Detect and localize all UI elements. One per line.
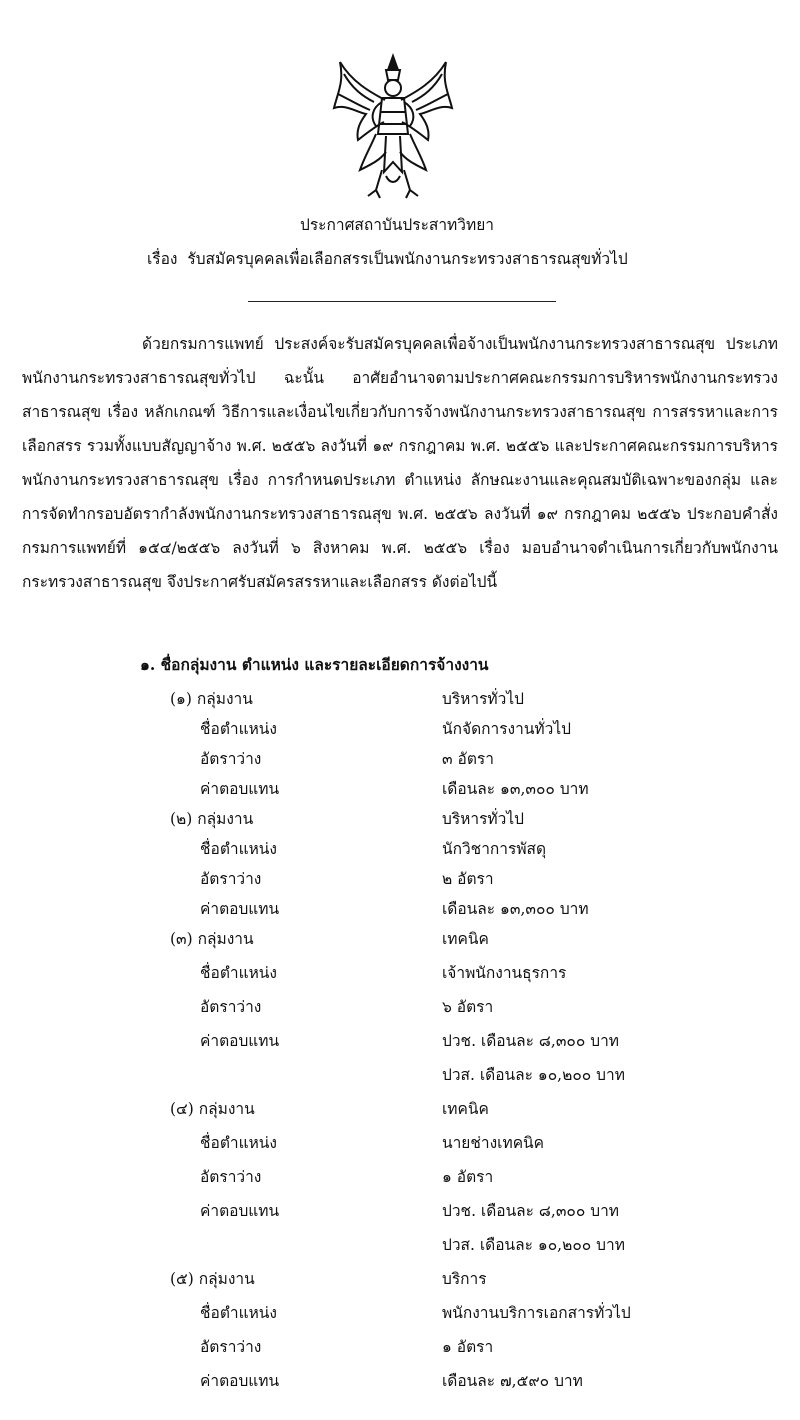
pay-value: เดือนละ ๑๓,๓๐๐ บาท: [442, 780, 589, 798]
position-label: ชื่อตำแหน่ง: [200, 840, 277, 858]
position-label: ชื่อตำแหน่ง: [200, 1304, 277, 1322]
announcement-title: ประกาศสถาบันประสาทวิทยา: [300, 216, 494, 234]
group-value: เทคนิค: [442, 930, 489, 948]
pay-value-2: ปวส. เดือนละ ๑๐,๒๐๐ บาท: [442, 1236, 625, 1254]
position-value: นักวิชาการพัสดุ: [442, 840, 547, 858]
subject-prefix: เรื่อง: [147, 250, 178, 268]
pay-label: ค่าตอบแทน: [200, 900, 280, 918]
group-value: บริการ: [442, 1270, 487, 1288]
vacancy-value: ๒ อัตรา: [442, 870, 494, 888]
pay-value: เดือนละ ๗,๕๙๐ บาท: [442, 1372, 583, 1390]
subject-text: รับสมัครบุคคลเพื่อเลือกสรรเป็นพนักงานกระทรวงสาธารณสุขทั่วไป: [187, 250, 628, 268]
vacancy-value: ๑ อัตรา: [442, 1338, 494, 1356]
vacancy-label: อัตราว่าง: [200, 1338, 262, 1356]
group-label: (๕) กลุ่มงาน: [170, 1270, 255, 1288]
pay-value: เดือนละ ๑๓,๓๐๐ บาท: [442, 900, 589, 918]
garuda-emblem-icon: [330, 52, 456, 202]
vacancy-label: อัตราว่าง: [200, 750, 262, 768]
pay-label: ค่าตอบแทน: [200, 1202, 280, 1220]
group-label: (๓) กลุ่มงาน: [170, 930, 254, 948]
pay-label: ค่าตอบแทน: [200, 780, 280, 798]
group-label: (๑) กลุ่มงาน: [170, 690, 253, 708]
position-label: ชื่อตำแหน่ง: [200, 720, 277, 738]
vacancy-label: อัตราว่าง: [200, 870, 262, 888]
group-label: (๒) กลุ่มงาน: [170, 810, 254, 828]
pay-label: ค่าตอบแทน: [200, 1032, 280, 1050]
position-value: นายช่างเทคนิค: [442, 1134, 545, 1152]
vacancy-value: ๑ อัตรา: [442, 1168, 494, 1186]
intro-paragraph: [22, 327, 778, 599]
vacancy-value: ๓ อัตรา: [442, 750, 494, 768]
position-value: พนักงานบริการเอกสารทั่วไป: [442, 1304, 631, 1322]
position-value: เจ้าพนักงานธุรการ: [442, 964, 567, 982]
position-label: ชื่อตำแหน่ง: [200, 1134, 277, 1152]
pay-value-2: ปวส. เดือนละ ๑๐,๒๐๐ บาท: [442, 1066, 625, 1084]
group-value: เทคนิค: [442, 1100, 489, 1118]
group-value: บริหารทั่วไป: [442, 810, 524, 828]
section-1-heading: ๑. ชื่อกลุ่มงาน ตำแหน่ง และรายละเอียดการจ้างงาน: [140, 655, 489, 674]
subject-line: [147, 246, 628, 271]
vacancy-label: อัตราว่าง: [200, 1168, 262, 1186]
vacancy-value: ๖ อัตรา: [442, 998, 494, 1016]
pay-value: ปวช. เดือนละ ๘,๓๐๐ บาท: [442, 1202, 620, 1220]
position-value: นักจัดการงานทั่วไป: [442, 720, 571, 738]
header-divider: [248, 301, 556, 302]
pay-value: ปวช. เดือนละ ๘,๓๐๐ บาท: [442, 1032, 620, 1050]
intro-text: ด้วยกรมการแพทย์ ประสงค์จะรับสมัครบุคคลเพื่อจ้างเป็นพนักงานกระทรวงสาธารณสุข ประเภทพนักงานกระทรวงสาธารณสุขทั่วไป ฉะนั้น อาศัยอำนาจตามประกาศคณะกรรมการบริหารพนักงานกระทรวงสาธารณสุข เรื่อง หลักเกณฑ์ วิธีการและเงื่อนไขเกี่ยวกับการจ้างพนักงานกระทรวงสาธารณสุข การสรรหาและการเลือกสรร รวมทั้งแบบสัญญาจ้าง พ.ศ. ๒๕๕๖ ลงวันที่ ๑๙ กรกฎาคม พ.ศ. ๒๕๕๖ และประกาศคณะกรรมการบริหารพนักงานกระทรวงสาธารณสุข เรื่อง การกำหนดประเภท ตำแหน่ง ลักษณะงานและคุณสมบัติเฉพาะของกลุ่ม และการจัดทำกรอบอัตรากำลังพนักงานกระทรวงสาธารณสุข พ.ศ. ๒๕๕๖ ลงวันที่ ๑๙ กรกฎาคม ๒๕๕๖ ประกอบคำสั่งกรมการแพทย์ที่ ๑๕๔/๒๕๕๖ ลงวันที่ ๖ สิงหาคม พ.ศ. ๒๕๕๖ เรื่อง มอบอำนาจดำเนินการเกี่ยวกับพนักงานกระทรวงสาธารณสุข จึงประกาศรับสมัครสรรหาและเลือกสรร ดังต่อไปนี้: [22, 335, 778, 591]
position-label: ชื่อตำแหน่ง: [200, 964, 277, 982]
pay-label: ค่าตอบแทน: [200, 1372, 280, 1390]
group-value: บริหารทั่วไป: [442, 690, 524, 708]
group-label: (๔) กลุ่มงาน: [170, 1100, 255, 1118]
vacancy-label: อัตราว่าง: [200, 998, 262, 1016]
